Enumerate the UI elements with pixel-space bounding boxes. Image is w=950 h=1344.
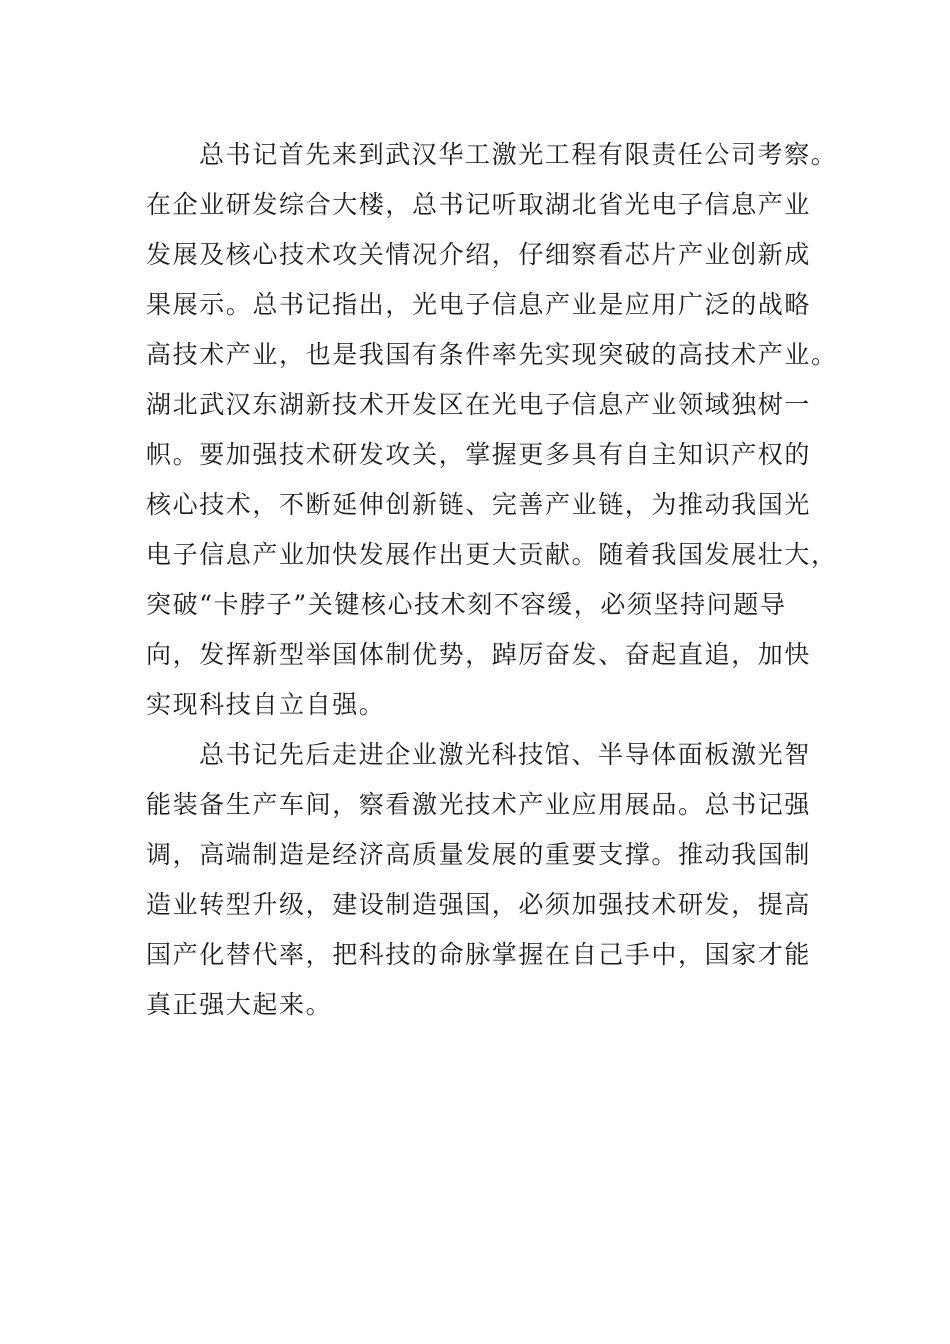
paragraph-line: 突破“卡脖子”关键核心技术刻不容缓，必须坚持问题导: [146, 590, 787, 619]
paragraph-line: 总书记首先来到武汉华工激光工程有限责任公司考察。: [199, 140, 838, 169]
paragraph-line: 在企业研发综合大楼，总书记听取湖北省光电子信息产业: [146, 190, 812, 219]
paragraph-line: 帜。要加强技术研发攻关，掌握更多具有自主知识产权的: [146, 440, 812, 469]
paragraph-1: [146, 130, 838, 730]
paragraph-line: 能装备生产车间，察看激光技术产业应用展品。总书记强: [146, 790, 812, 819]
paragraph-2: [146, 730, 812, 1030]
paragraph-line: 发展及核心技术攻关情况介绍，仔细察看芯片产业创新成: [146, 240, 812, 269]
paragraph-line: 调，高端制造是经济高质量发展的重要支撑。推动我国制: [146, 840, 812, 869]
paragraph-line: 实现科技自立自强。: [146, 690, 386, 719]
paragraph-line: 总书记先后走进企业激光科技馆、半导体面板激光智: [199, 740, 811, 769]
paragraph-line: 电子信息产业加快发展作出更大贡献。随着我国发展壮大，: [146, 540, 838, 569]
paragraph-line: 湖北武汉东湖新技术开发区在光电子信息产业领域独树一: [146, 390, 812, 419]
document-body: [146, 130, 838, 1030]
paragraph-line: 果展示。总书记指出，光电子信息产业是应用广泛的战略: [146, 290, 812, 319]
paragraph-line: 真正强大起来。: [146, 990, 333, 1019]
paragraph-line: 国产化替代率，把科技的命脉掌握在自己手中，国家才能: [146, 940, 812, 969]
paragraph-line: 向，发挥新型举国体制优势，踔厉奋发、奋起直追，加快: [146, 640, 812, 669]
paragraph-line: 高技术产业，也是我国有条件率先实现突破的高技术产业。: [146, 340, 838, 369]
paragraph-line: 造业转型升级，建设制造强国，必须加强技术研发，提高: [146, 890, 812, 919]
paragraph-line: 核心技术，不断延伸创新链、完善产业链，为推动我国光: [146, 490, 812, 519]
